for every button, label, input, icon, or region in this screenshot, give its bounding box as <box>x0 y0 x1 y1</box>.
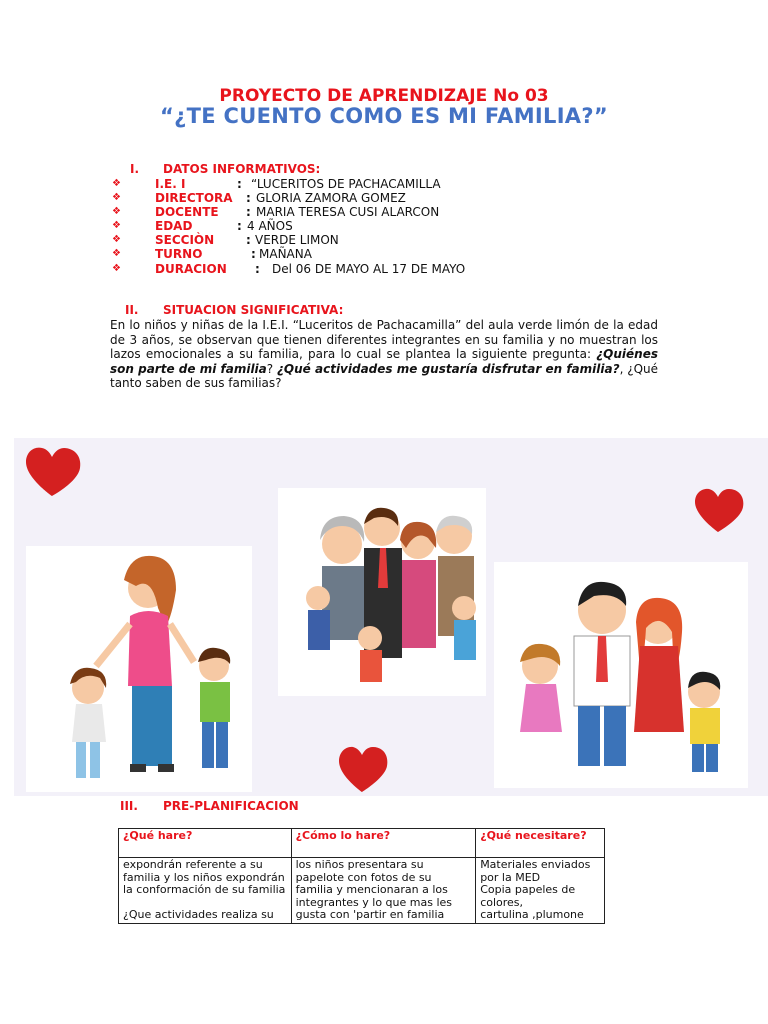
info-value: VERDE LIMON <box>255 233 339 247</box>
info-value: Del 06 DE MAYO AL 17 DE MAYO <box>272 262 466 276</box>
section3-heading: PRE-PLANIFICACION <box>163 799 299 813</box>
info-key: DIRECTORA <box>155 191 233 205</box>
info-key: TURNO <box>155 247 203 261</box>
family-mother-children <box>26 546 252 792</box>
family-illustration-svg <box>14 438 768 796</box>
diamond-bullet-icon: ❖ <box>112 178 121 189</box>
question-family-members: ¿Quiénes son parte de mi familia <box>110 347 658 376</box>
info-key: I.E. I <box>155 177 186 191</box>
diamond-bullet-icon: ❖ <box>112 234 121 245</box>
section2-number: II. <box>125 303 139 317</box>
info-key: EDAD <box>155 219 193 233</box>
column-header-how: ¿Cómo lo hare? <box>291 829 476 858</box>
table-cell-what: expondrán referente a su familia y los niños expondrán la conformación de su familia ¿Que actividades realiza su <box>119 858 292 924</box>
info-value: 4 AÑOS <box>247 219 293 233</box>
diamond-bullet-icon: ❖ <box>112 263 121 274</box>
heart-icon <box>695 489 743 532</box>
diamond-bullet-icon: ❖ <box>112 220 121 231</box>
column-header-what: ¿Qué hare? <box>119 829 292 858</box>
info-value: MARIA TERESA CUSI ALARCON <box>256 205 440 219</box>
info-key: DOCENTE <box>155 205 219 219</box>
column-header-need: ¿Qué necesitare? <box>476 829 605 858</box>
diamond-bullet-icon: ❖ <box>112 248 121 259</box>
diamond-bullet-icon: ❖ <box>112 192 121 203</box>
section3-number: III. <box>120 799 138 813</box>
section2-heading: SITUACION SIGNIFICATIVA: <box>163 303 344 317</box>
project-title: “¿TE CUENTO COMO ES MI FAMILIA?” <box>160 104 608 128</box>
info-key: SECCIÒN <box>155 233 215 247</box>
info-key: DURACION <box>155 262 227 276</box>
pre-planning-table <box>118 828 605 924</box>
family-illustration <box>14 438 768 796</box>
table-header-row <box>119 829 605 858</box>
info-value: “LUCERITOS DE PACHACAMILLA <box>251 177 441 191</box>
section1-number: I. <box>130 162 140 176</box>
heart-icon <box>339 747 387 792</box>
info-value: MAÑANA <box>259 247 312 261</box>
section1-heading: DATOS INFORMATIVOS: <box>163 162 321 176</box>
diamond-bullet-icon: ❖ <box>112 206 121 217</box>
family-grandparents-parents-children <box>278 488 486 696</box>
question-family-activities: ¿Qué actividades me gustaría disfrutar en familia? <box>276 361 620 376</box>
heart-icon <box>26 448 80 496</box>
project-label: PROYECTO DE APRENDIZAJE No 03 <box>219 86 549 106</box>
table-cell-how: los niños presentara su papelote con fotos de su familia y mencionaran a los integrantes y lo que mas les gusta con 'partir en familia <box>291 858 476 924</box>
table-row <box>119 858 605 924</box>
info-value: GLORIA ZAMORA GOMEZ <box>256 191 406 205</box>
family-parents-children <box>494 562 748 788</box>
situation-paragraph: En lo niños y niñas de la I.E.I. “Luceritos de Pachacamilla” del aula verde limón de la edad de 3 años, se observan que tienen diferentes integrantes en su familia y no muestran los lazos emocionales a su familia, para lo cual se plantea la siguiente pregunta: ¿Quiénes son parte de mi familia? ¿Qué actividades me gustaría disfrutar en familia?, ¿Qué tanto saben de sus familias? <box>110 318 659 390</box>
table-cell-need: Materiales enviados por la MED Copia papeles de colores, cartulina ,plumone <box>476 858 605 924</box>
